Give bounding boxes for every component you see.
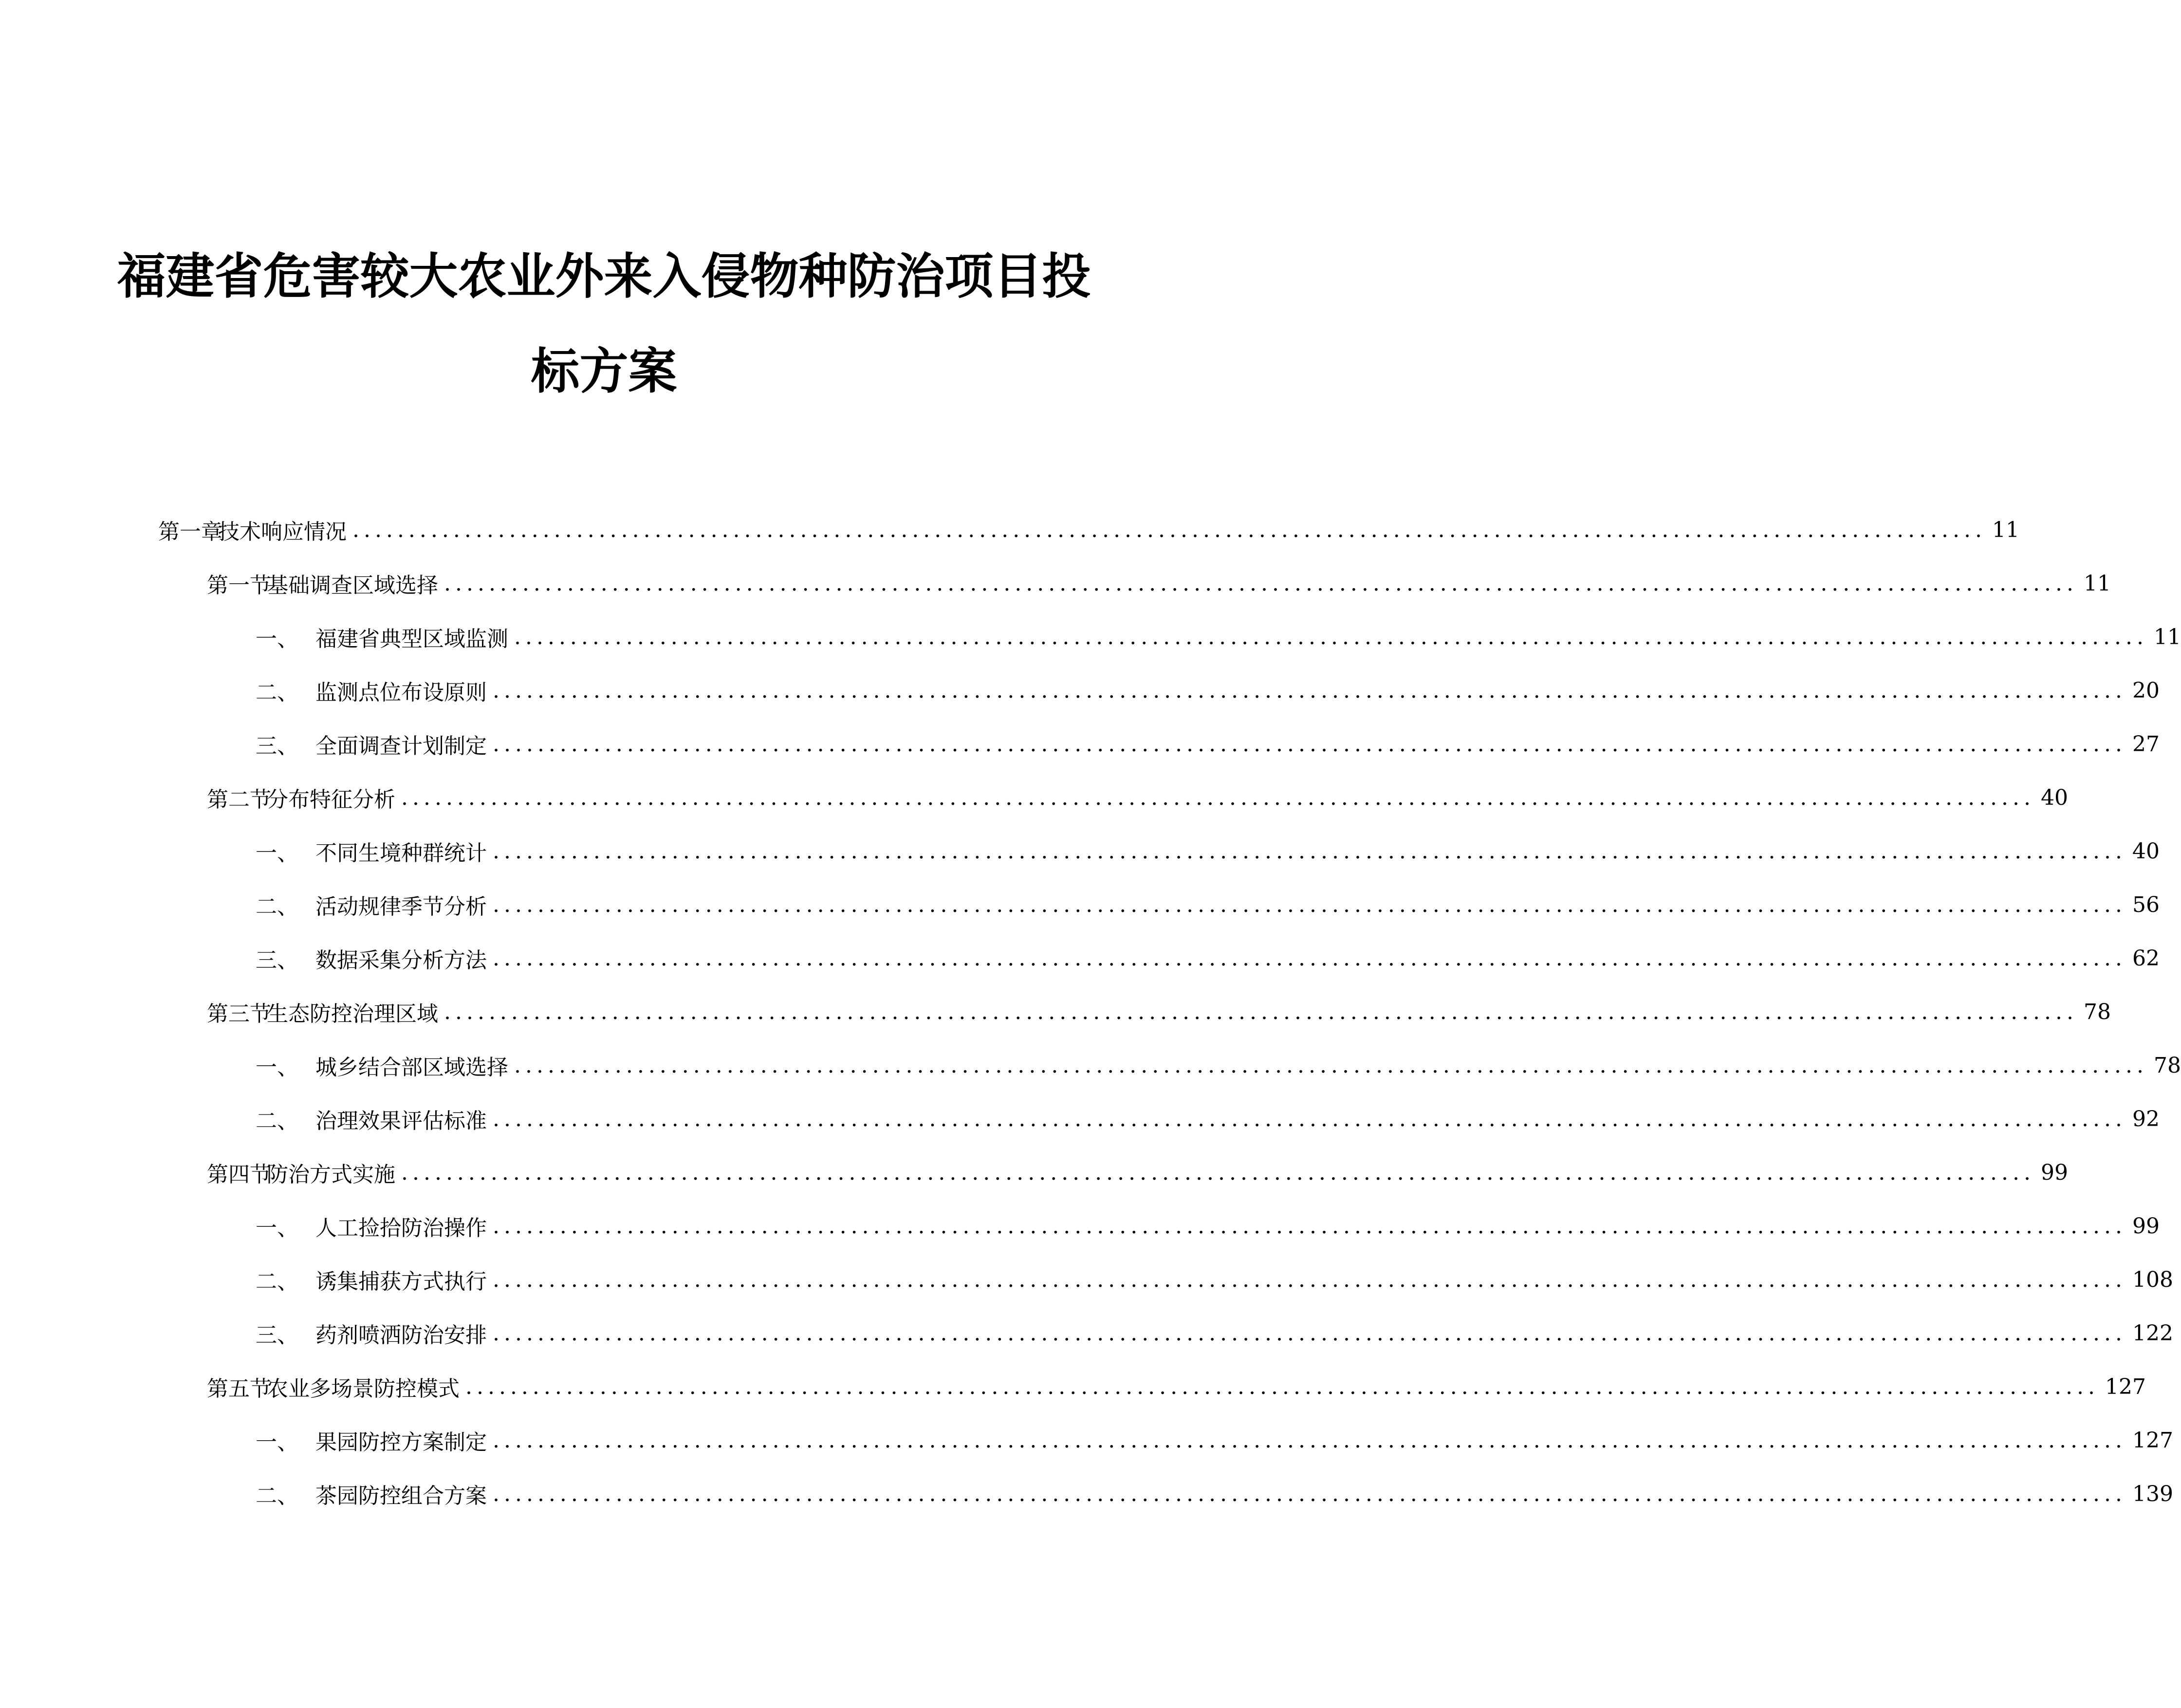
toc-entry[interactable] — [158, 513, 2020, 547]
toc-entry-number: 第五节 — [207, 1376, 271, 1401]
toc-dot-leader: .................................................................................................................................................. — [493, 892, 2127, 917]
toc-entry-number: 第一节 — [207, 573, 271, 598]
document-title: 福建省危害较大农业外来入侵物种防治项目投标方案 — [117, 248, 1091, 400]
toc-dot-leader: .................................................................................................................................................. — [493, 1428, 2127, 1453]
toc-entry-title: 诱集捕获方式执行 — [315, 1269, 487, 1294]
toc-page-number: 11 — [2084, 571, 2111, 596]
toc-page-number: 62 — [2132, 946, 2160, 971]
toc-page-number: 27 — [2132, 731, 2160, 757]
toc-entry[interactable] — [207, 566, 2111, 600]
toc-entry-number: 二、 — [256, 1269, 298, 1294]
toc-entry-title: 果园防控方案制定 — [315, 1430, 487, 1455]
toc-entry[interactable] — [256, 1048, 2181, 1082]
toc-entry-number: 二、 — [256, 1484, 298, 1508]
toc-dot-leader: .................................................................................................................................................. — [493, 731, 2127, 757]
toc-page-number: 20 — [2132, 678, 2160, 703]
toc-dot-leader: .................................................................................................................................................. — [514, 624, 2148, 650]
toc-page-number: 108 — [2132, 1267, 2173, 1292]
toc-page-number: 11 — [1992, 517, 2020, 542]
toc-page-number: 40 — [2041, 785, 2069, 810]
toc-dot-leader: .................................................................................................................................................. — [352, 517, 1987, 542]
toc-dot-leader: .................................................................................................................................................. — [493, 1481, 2127, 1506]
toc-entry-title: 监测点位布设原则 — [315, 680, 487, 705]
toc-entry-number: 二、 — [256, 894, 298, 919]
toc-entry-title: 福建省典型区域监测 — [315, 627, 508, 651]
toc-entry[interactable] — [256, 673, 2160, 707]
toc-page-number: 56 — [2132, 892, 2160, 917]
toc-dot-leader: .................................................................................................................................................. — [493, 1267, 2127, 1292]
toc-entry-title: 药剂喷洒防治安排 — [315, 1323, 487, 1348]
toc-dot-leader: .................................................................................................................................................. — [493, 1320, 2127, 1346]
toc-entry[interactable] — [207, 1370, 2146, 1404]
toc-page-number: 78 — [2154, 1053, 2181, 1078]
toc-entry-number: 二、 — [256, 1109, 298, 1133]
toc-dot-leader: .................................................................................................................................................. — [493, 946, 2127, 971]
toc-entry-number: 三、 — [256, 948, 298, 973]
toc-page-number: 99 — [2132, 1213, 2160, 1239]
toc-page-number: 127 — [2132, 1428, 2173, 1453]
toc-entry-title: 人工捡拾防治操作 — [315, 1216, 487, 1241]
toc-entry[interactable] — [256, 1477, 2173, 1511]
toc-dot-leader: .................................................................................................................................................. — [493, 1106, 2127, 1132]
toc-page-number: 127 — [2105, 1374, 2146, 1399]
toc-dot-leader: .................................................................................................................................................. — [493, 678, 2127, 703]
toc-page-number: 11 — [2154, 624, 2181, 650]
toc-entry-title: 基础调查区域选择 — [267, 573, 438, 598]
toc-entry-number: 第一章 — [158, 520, 222, 544]
toc-entry[interactable] — [256, 834, 2160, 868]
toc-entry[interactable] — [207, 1155, 2069, 1189]
toc-entry-number: 一、 — [256, 1055, 298, 1080]
toc-dot-leader: .................................................................................................................................................. — [444, 571, 2078, 596]
toc-entry-number: 第四节 — [207, 1162, 271, 1187]
toc-entry[interactable] — [256, 941, 2160, 975]
toc-entry[interactable] — [256, 1316, 2173, 1350]
toc-dot-leader: .................................................................................................................................................. — [493, 838, 2127, 864]
toc-entry-title: 治理效果评估标准 — [315, 1109, 487, 1133]
toc-page-number: 122 — [2132, 1320, 2173, 1346]
toc-entry-number: 一、 — [256, 841, 298, 866]
toc-dot-leader: .................................................................................................................................................. — [514, 1053, 2148, 1078]
toc-entry-number: 一、 — [256, 627, 298, 651]
toc-entry-title: 活动规律季节分析 — [315, 894, 487, 919]
toc-dot-leader: .................................................................................................................................................. — [465, 1374, 2100, 1399]
toc-entry-number: 一、 — [256, 1216, 298, 1241]
toc-entry-title: 城乡结合部区域选择 — [315, 1055, 508, 1080]
toc-entry-title: 农业多场景防控模式 — [267, 1376, 460, 1401]
toc-entry[interactable] — [256, 888, 2160, 922]
toc-entry[interactable] — [256, 1262, 2173, 1297]
toc-entry[interactable] — [207, 780, 2069, 815]
toc-dot-leader: .................................................................................................................................................. — [401, 1160, 2035, 1185]
toc-entry[interactable] — [256, 620, 2181, 654]
toc-entry[interactable] — [256, 1209, 2160, 1243]
toc-entry-number: 三、 — [256, 734, 298, 759]
toc-entry[interactable] — [256, 1102, 2160, 1136]
toc-dot-leader: .................................................................................................................................................. — [444, 999, 2078, 1024]
toc-entry-number: 一、 — [256, 1430, 298, 1455]
toc-page-number: 99 — [2041, 1160, 2069, 1185]
toc-entry[interactable] — [207, 995, 2111, 1029]
toc-entry-title: 生态防控治理区域 — [267, 1002, 438, 1026]
toc-entry-number: 三、 — [256, 1323, 298, 1348]
toc-entry-title: 防治方式实施 — [267, 1162, 395, 1187]
toc-entry-number: 二、 — [256, 680, 298, 705]
toc-dot-leader: .................................................................................................................................................. — [401, 785, 2035, 810]
toc-page-number: 78 — [2084, 999, 2111, 1024]
toc-entry-title: 数据采集分析方法 — [315, 948, 487, 973]
toc-entry[interactable] — [256, 1423, 2173, 1457]
toc-entry[interactable] — [256, 727, 2160, 761]
toc-dot-leader: .................................................................................................................................................. — [493, 1213, 2127, 1239]
toc-page-number: 40 — [2132, 838, 2160, 864]
toc-page-number: 139 — [2132, 1481, 2173, 1506]
toc-entry-title: 分布特征分析 — [267, 787, 395, 812]
toc-entry-title: 全面调查计划制定 — [315, 734, 487, 759]
toc-entry-title: 茶园防控组合方案 — [315, 1484, 487, 1508]
toc-entry-title: 不同生境种群统计 — [315, 841, 487, 866]
toc-entry-number: 第二节 — [207, 787, 271, 812]
toc-page-number: 92 — [2132, 1106, 2160, 1132]
toc-entry-number: 第三节 — [207, 1002, 271, 1026]
toc-entry-title: 技术响应情况 — [218, 520, 347, 544]
